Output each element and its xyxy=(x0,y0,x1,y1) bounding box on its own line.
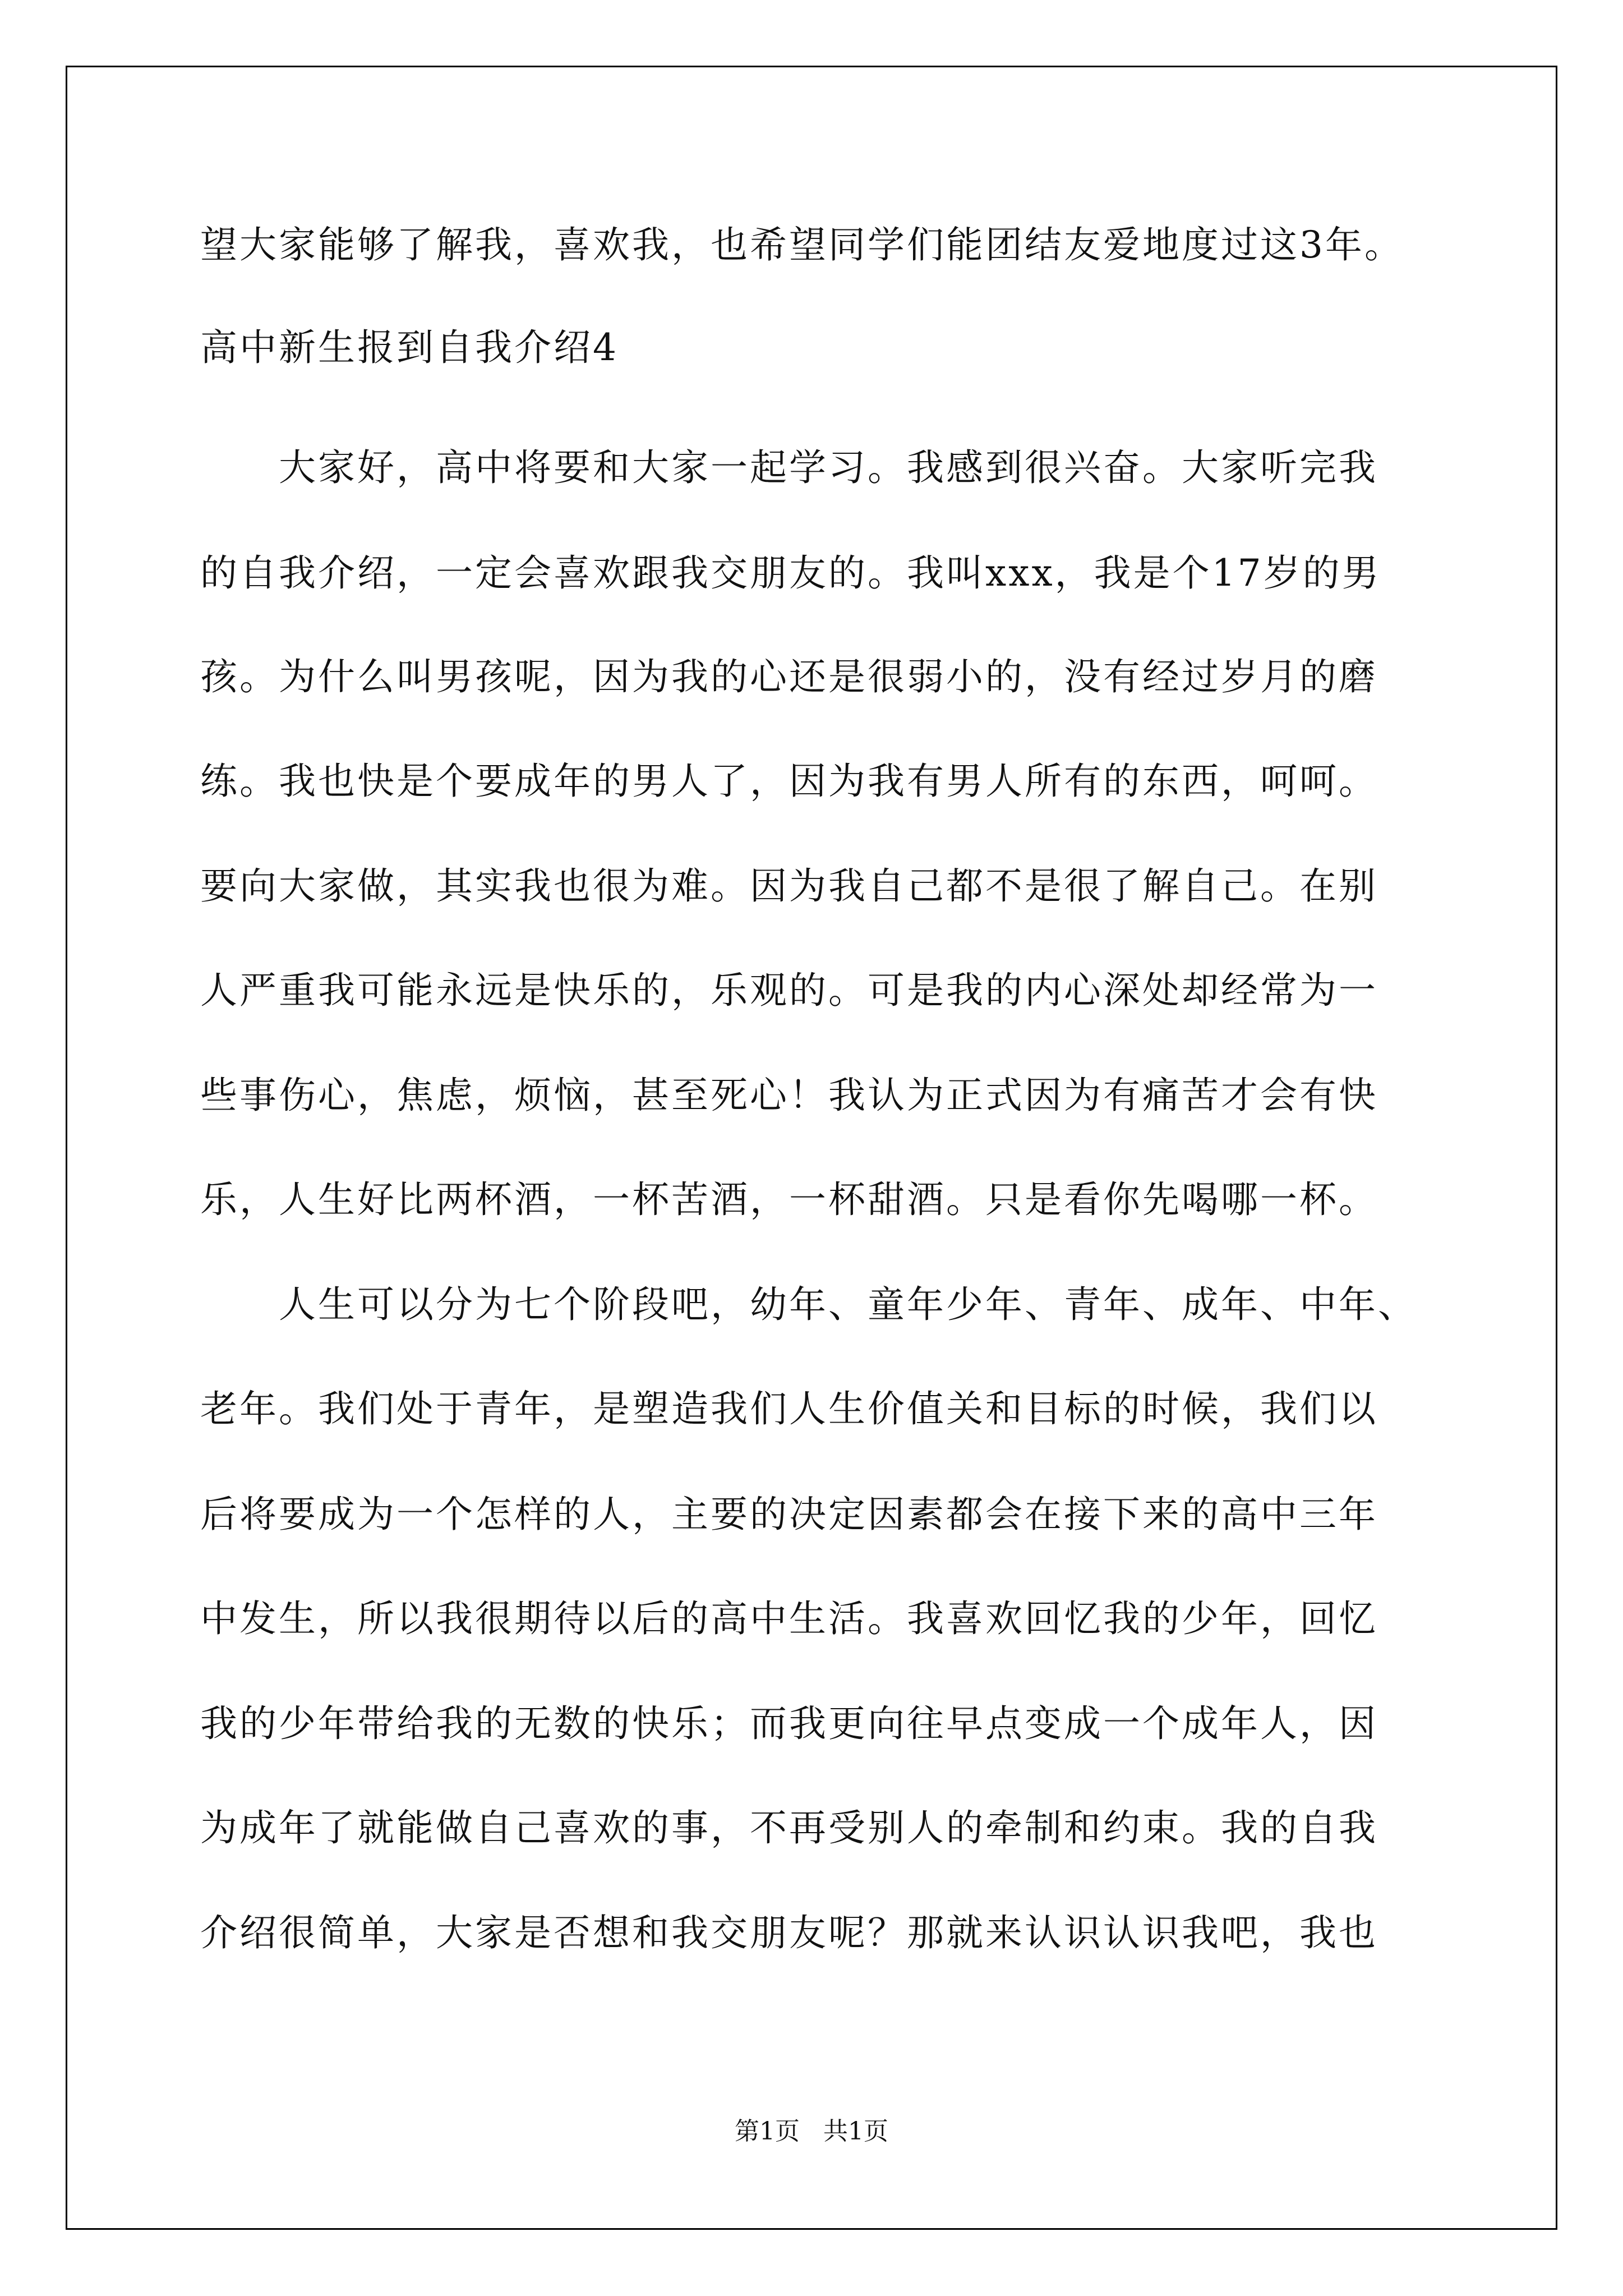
text-line: 人生可以分为七个阶段吧，幼年、童年少年、青年、成年、中年、 xyxy=(279,1283,1417,1326)
text-line: 老年。我们处于青年，是塑造我们人生价值关和目标的时候，我们以 xyxy=(200,1387,1378,1430)
text-line: 为成年了就能做自己喜欢的事，不再受别人的牵制和约束。我的自我 xyxy=(200,1806,1378,1849)
text-line: 我的少年带给我的无数的快乐；而我更向往早点变成一个成年人，因 xyxy=(200,1702,1378,1745)
text-line: 的自我介绍，一定会喜欢跟我交朋友的。我叫xxx，我是个17岁的男 xyxy=(200,551,1381,595)
page-frame xyxy=(66,66,1557,2230)
text-line: 练。我也快是个要成年的男人了，因为我有男人所有的东西，呵呵。 xyxy=(200,760,1378,803)
page-number-footer: 第1页 共1页 xyxy=(735,2117,888,2146)
text-line: 要向大家做，其实我也很为难。因为我自己都不是很了解自己。在别 xyxy=(200,864,1378,908)
text-line: 后将要成为一个怎样的人，主要的决定因素都会在接下来的高中三年 xyxy=(200,1493,1378,1536)
text-line: 望大家能够了解我，喜欢我，也希望同学们能团结友爱地度过这3年。 xyxy=(200,223,1404,266)
text-line: 大家好，高中将要和大家一起学习。我感到很兴奋。大家听完我 xyxy=(279,446,1378,489)
text-line: 介绍很简单，大家是否想和我交朋友呢？那就来认识认识我吧，我也 xyxy=(200,1911,1378,1954)
text-line: 乐，人生好比两杯酒，一杯苦酒，一杯甜酒。只是看你先喝哪一杯。 xyxy=(200,1178,1378,1221)
text-line: 中发生，所以我很期待以后的高中生活。我喜欢回忆我的少年，回忆 xyxy=(200,1597,1378,1640)
text-line: 孩。为什么叫男孩呢，因为我的心还是很弱小的，没有经过岁月的磨 xyxy=(200,655,1378,698)
text-line: 人严重我可能永远是快乐的，乐观的。可是我的内心深处却经常为一 xyxy=(200,969,1378,1012)
section-heading: 高中新生报到自我介绍4 xyxy=(200,326,619,369)
text-line: 些事伤心，焦虑，烦恼，甚至死心！我认为正式因为有痛苦才会有快 xyxy=(200,1074,1378,1117)
